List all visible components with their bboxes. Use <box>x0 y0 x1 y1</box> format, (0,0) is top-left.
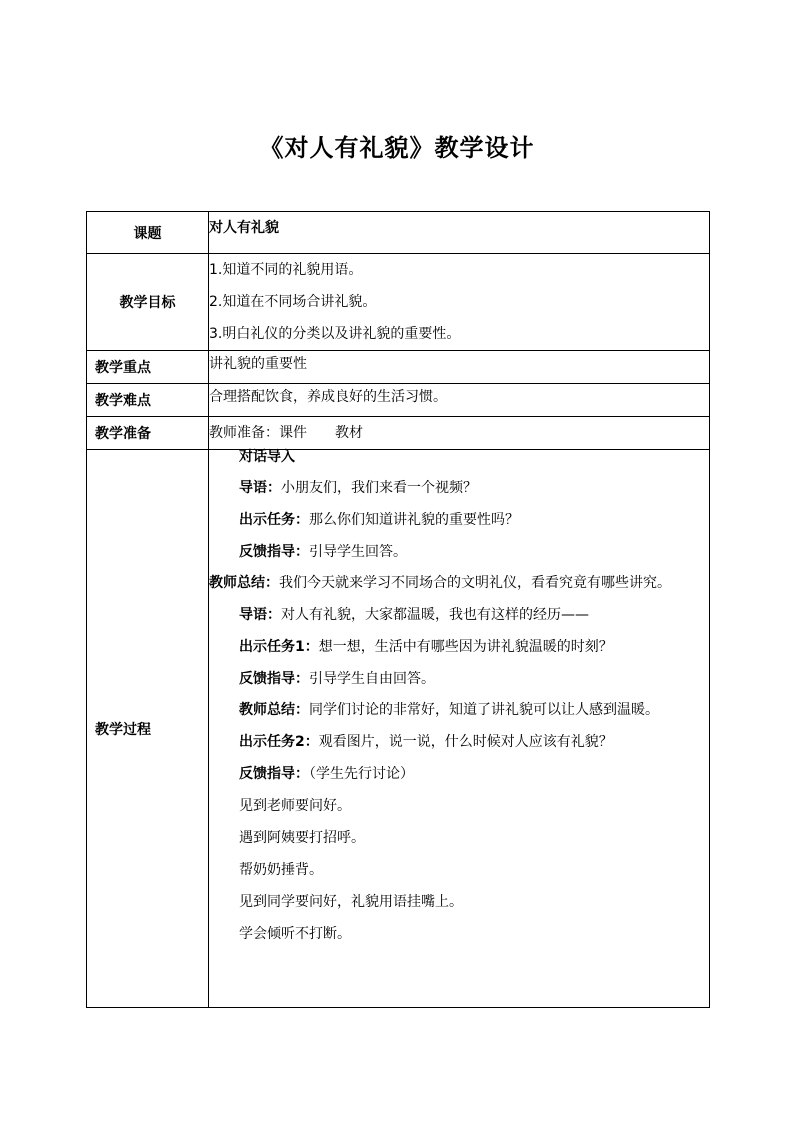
paragraph <box>209 663 709 695</box>
paragraph-text: 想一想，生活中有哪些因为讲礼貌温暖的时刻？ <box>318 639 613 655</box>
document-title: 《对人有礼貌》教学设计 <box>259 134 535 162</box>
paragraph <box>209 631 709 663</box>
paragraph <box>209 536 709 568</box>
paragraph-text: 引导学生回答。 <box>309 544 407 560</box>
row-difficulty <box>87 384 710 417</box>
example-item: 帮奶奶捶背。 <box>239 862 323 878</box>
value-difficulty <box>209 384 710 417</box>
paragraph <box>209 758 709 790</box>
paragraph <box>209 726 709 758</box>
value-goals <box>209 254 710 351</box>
row-focus <box>87 351 710 384</box>
paragraph-text: 引导学生自由回答。 <box>309 671 435 687</box>
label-difficulty: 教学难点 <box>87 384 209 417</box>
goal-item: 3.明白礼仪的分类以及讲礼貌的重要性。 <box>209 326 461 342</box>
value-topic <box>209 212 710 254</box>
lesson-plan-table <box>86 211 710 1008</box>
example-item: 学会倾听不打断。 <box>239 926 351 942</box>
paragraph-label: 导语： <box>239 480 281 496</box>
row-prep <box>87 417 710 450</box>
label-prep: 教学准备 <box>87 417 209 450</box>
value-prep <box>209 417 710 450</box>
paragraph <box>209 472 709 504</box>
paragraph-label: 反馈指导： <box>239 544 309 560</box>
row-goals <box>87 254 710 351</box>
label-topic: 课题 <box>87 212 209 254</box>
paragraph <box>209 599 709 631</box>
paragraph-label: 出示任务： <box>239 512 309 528</box>
paragraph <box>209 504 709 536</box>
goal-item: 2.知道在不同场合讲礼貌。 <box>209 294 377 310</box>
label-process: 教学过程 <box>87 450 209 1008</box>
example-item: 遇到阿姨要打招呼。 <box>239 830 365 846</box>
paragraph-text: 同学们讨论的非常好，知道了讲礼貌可以让人感到温暖。 <box>309 702 659 718</box>
value-focus <box>209 351 710 384</box>
difficulty-text: 合理搭配饮食，养成良好的生活习惯。 <box>209 389 447 405</box>
paragraph-text: 观看图片，说一说，什么时候对人应该有礼貌？ <box>318 734 613 750</box>
paragraph-label: 反馈指导： <box>239 766 309 782</box>
paragraph-text: 那么你们知道讲礼貌的重要性吗？ <box>309 512 519 528</box>
example-item: 见到老师要问好。 <box>239 798 351 814</box>
paragraph-text: （学生先行讨论） <box>309 766 414 782</box>
goal-item: 1.知道不同的礼貌用语。 <box>209 262 363 278</box>
value-process <box>209 450 710 1008</box>
paragraph-text: 我们今天就来学习不同场合的文明礼仪，看看究竟有哪些讲究。 <box>279 575 671 591</box>
paragraph <box>209 695 709 726</box>
label-focus: 教学重点 <box>87 351 209 384</box>
paragraph-text: 小朋友们，我们来看一个视频？ <box>281 480 477 496</box>
topic-text: 对人有礼貌 <box>209 220 279 236</box>
paragraph-text: 对人有礼貌，大家都温暖，我也有这样的经历—— <box>281 607 589 623</box>
intro-heading: 对话导入 <box>239 449 295 465</box>
paragraph-label: 导语： <box>239 607 281 623</box>
paragraph-label: 教师总结： <box>239 702 309 718</box>
paragraph-label: 教师总结： <box>209 575 279 591</box>
paragraph-label: 反馈指导： <box>239 671 309 687</box>
paragraph-label: 出示任务1： <box>239 639 319 655</box>
focus-text: 讲礼貌的重要性 <box>209 356 307 372</box>
row-topic <box>87 212 710 254</box>
label-goals: 教学目标 <box>87 254 209 351</box>
paragraph-label: 出示任务2： <box>239 734 319 750</box>
example-item: 见到同学要问好，礼貌用语挂嘴上。 <box>239 894 463 910</box>
row-process <box>87 450 710 1008</box>
prep-text: 教师准备：课件 教材 <box>209 425 363 441</box>
paragraph <box>209 568 709 599</box>
